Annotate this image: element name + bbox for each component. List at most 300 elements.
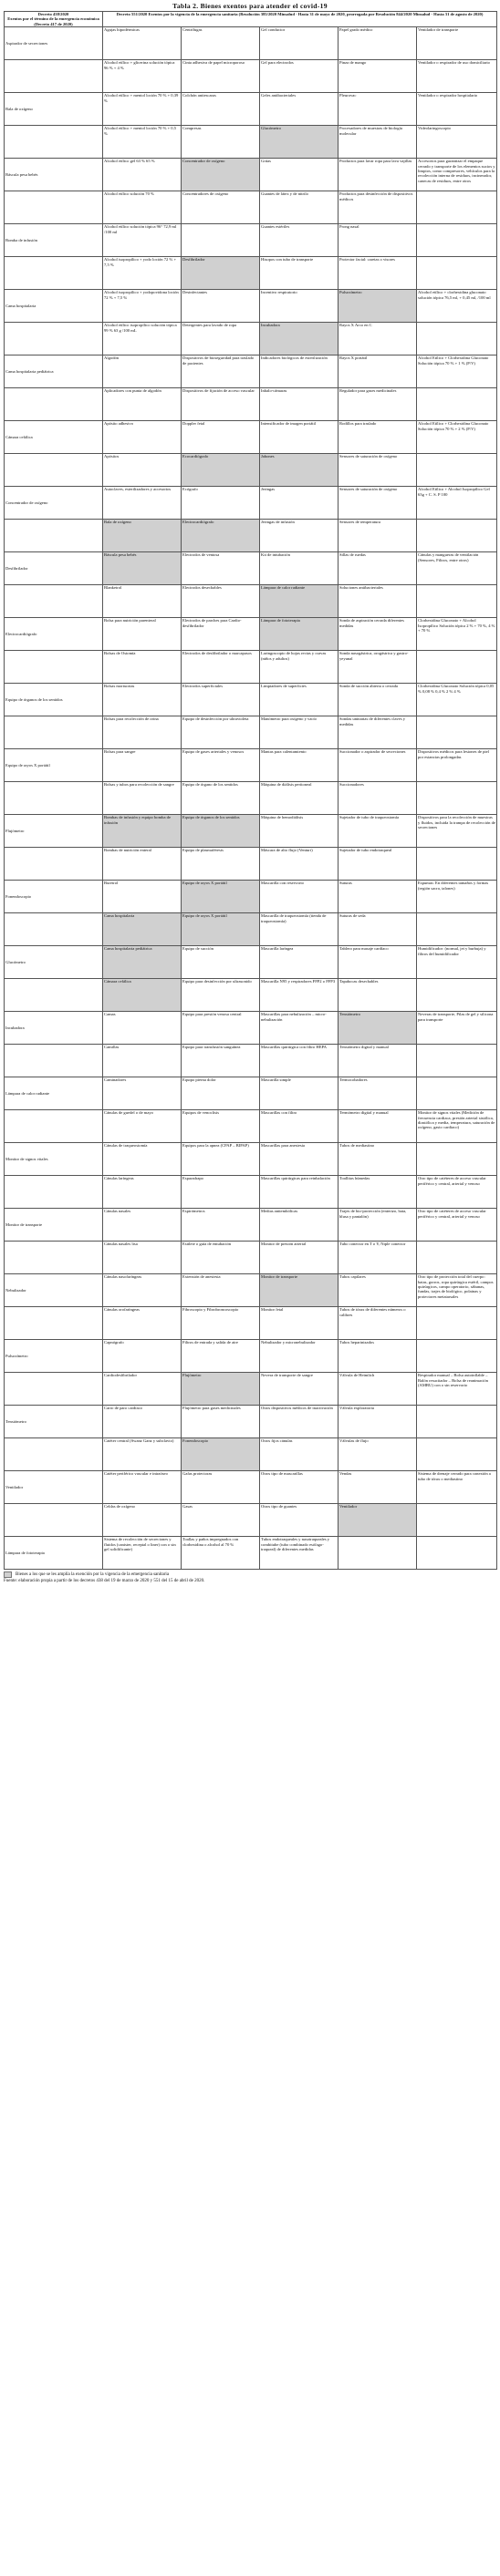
header-decree-551: Decreto 551/2020 Exentos por la vigencia de la emergencia sanitaria (Resolución 385/2020 Minsalud - Hasta 31 de mayo de 2020, prorrogada por Resolución 844/2020 Minsalud - Hasta 31 de agosto de 2020)	[103, 12, 497, 27]
decree-551-item: Bolsa para nutrición parenteral	[103, 618, 182, 651]
decree-551-item: Mascarillas para nebulización – micro-nebulización	[260, 1012, 339, 1045]
decree-551-item: Vendas	[339, 1471, 417, 1504]
decree-551-item: Lámpara de calor radiante	[260, 585, 339, 618]
decree-438-item: Electrocardiógrafo	[5, 618, 103, 651]
decree-551-item: Otro tipo de protección total del cuerpo: batas, gorros, ropa quirúrgica estéril, campos quirúrgicos, campo operatorio, sábanas, fundas, trajes de biológico, polainas y protectores metatarsales	[417, 1274, 497, 1307]
decree-551-item: Lámpara de fototerapia	[260, 618, 339, 651]
decree-551-item: Respirador manual – Bolsa autoinflable – Balón resucitador – Bolsa de reanimación (AMBU) con o sin reservorio	[417, 1373, 497, 1406]
decree-551-item: Equipos de venoclisis	[182, 1110, 260, 1143]
decree-551-item: Guantes estériles	[260, 224, 339, 257]
decree-551-item: Gel conductor	[260, 27, 339, 60]
table-row	[5, 684, 497, 716]
decree-438-item	[5, 388, 103, 421]
decree-438-item: Lámpara de fototerapia	[5, 1537, 103, 1570]
decree-551-item: Electrodos de parches para Cardio-desfibrilador	[182, 618, 260, 651]
decree-551-item: Concentradores de oxígeno	[182, 191, 260, 224]
decree-551-item: Gafas protectoras	[182, 1471, 260, 1504]
decree-551-item: Mantas para calentamiento	[260, 749, 339, 782]
decree-551-item: Equipo de rayos X portátil	[182, 881, 260, 913]
decree-551-item: Tubo conector en T o Y, Niple conector	[339, 1242, 417, 1274]
decree-438-item	[5, 323, 103, 355]
decree-551-item	[417, 257, 497, 290]
decree-551-item: Alcohol etílico + glicerina solución tópica 96 % + 4 %	[103, 60, 182, 93]
decree-438-item	[5, 782, 103, 815]
decree-551-item: Tubos de mediastino	[339, 1143, 417, 1176]
decree-551-item: Productos para desinfección de dispositivos médicos	[339, 191, 417, 224]
decree-551-item: Alcohol etílico gel 63 % 65 %	[103, 159, 182, 191]
decree-551-item: Sistema de drenaje cerrado para conexión a tubo de tórax o mediastino	[417, 1471, 497, 1504]
decree-551-item: Prong nasal	[339, 224, 417, 257]
decree-551-item: Equipo de rayos X portátil	[182, 913, 260, 946]
table-row	[5, 1537, 497, 1570]
decree-551-item	[417, 1438, 497, 1471]
decree-551-item: Toallitas húmedas	[339, 1176, 417, 1209]
decree-551-item: Sillas de ruedas	[339, 552, 417, 585]
decree-551-item: Jeringas	[260, 487, 339, 520]
legend-swatch	[4, 1571, 12, 1578]
decree-551-item: Ecógrafo	[182, 487, 260, 520]
decree-551-item: Kit de intubación	[260, 552, 339, 585]
decree-551-item: Regulador para gases medicinales	[339, 388, 417, 421]
decree-551-item: Medias antiembólicas	[260, 1209, 339, 1242]
decree-551-item: Bolsas para sangre	[103, 749, 182, 782]
decree-551-item: Máquina de hemodiálisis	[260, 815, 339, 848]
table-row	[5, 618, 497, 651]
table-row	[5, 388, 497, 421]
table-row	[5, 651, 497, 684]
decree-551-item: Monitor de signos vitales (Medición de frecuencia cardiaca, presión arterial sistólica, diastólica y media, temperatura, saturación de oxígeno, gasto cardiaco)	[417, 1110, 497, 1143]
decree-551-item: Alcohol etílico isopropílico solución tópica 99 % 63 g /100 mL	[103, 323, 182, 355]
decree-551-item: Jeringas de infusión	[260, 520, 339, 552]
decree-438-item	[5, 1373, 103, 1406]
decree-551-item: Equipo de gases arteriales y venosos	[182, 749, 260, 782]
decree-551-item: Alcohol Etílico + Clorhexidina Gluconato Solución tópica 70 % + 2 % (P/V)	[417, 421, 497, 454]
decree-551-item	[417, 191, 497, 224]
decree-438-item: Tensiómetro	[5, 1406, 103, 1438]
table-row	[5, 454, 497, 487]
decree-551-item: Equipo para desinfección por ultrasonido	[182, 979, 260, 1012]
decree-551-item	[417, 1340, 497, 1373]
table-row	[5, 487, 497, 520]
table-row	[5, 946, 497, 979]
decree-551-item: Cánulas de guedel o de mayo	[103, 1110, 182, 1143]
decree-551-item	[417, 782, 497, 815]
table-row	[5, 1406, 497, 1438]
decree-438-item	[5, 1438, 103, 1471]
table-row	[5, 1274, 497, 1307]
legend-text: Bienes a los que se les amplía la exención por la vigencia de la emergencia sanitaria	[16, 1572, 170, 1578]
decree-551-item: Camillas	[103, 1045, 182, 1077]
decree-551-item: Rayos X portátil	[339, 355, 417, 388]
decree-551-item: Ecocardiógrafo	[182, 454, 260, 487]
decree-551-item: Soluciones antibacteriales	[339, 585, 417, 618]
decree-551-item: Mascarilla de traqueostomía (tienda de traqueostomía)	[260, 913, 339, 946]
decree-438-item: Equipo de órganos de los sentidos	[5, 684, 103, 716]
decree-551-item: Sondas uninarias de diferentes claves y medidas	[339, 716, 417, 749]
table-row	[5, 355, 497, 388]
decree-551-item: Mascarilla N95 y respiradores FFP2 o FFP3	[260, 979, 339, 1012]
table-header-row	[5, 12, 497, 27]
decree-551-item: Electrodos de ventosa	[182, 552, 260, 585]
table-row	[5, 323, 497, 355]
decree-551-item: Suturas de seda	[339, 913, 417, 946]
decree-551-item: Equipo de órgano de los sentidos	[182, 782, 260, 815]
decree-551-item: Electrodos superficiales	[182, 684, 260, 716]
decree-551-item: Equipo para presión venosa central	[182, 1012, 260, 1045]
decree-438-item: Monitor de transporte	[5, 1209, 103, 1242]
decree-551-item: Sujetador de tubo de traqueostomía	[339, 815, 417, 848]
table-row	[5, 159, 497, 191]
decree-551-item: Alcohol etílico + clorhexidina gluconato solución tópica 76,5 ml, + 0,45 ml, /100 ml	[417, 290, 497, 323]
decree-551-item	[417, 716, 497, 749]
decree-551-item: Manómetro para oxígeno y vacío	[260, 716, 339, 749]
table-row	[5, 1471, 497, 1504]
decree-551-item: Dispositivos de fijación de acceso vascular	[182, 388, 260, 421]
decree-551-item: Clorhexidina Gluconato + Alcohol Isopropílico Solución tópica 2 % + 70 %, 4 % + 70 %	[417, 618, 497, 651]
decree-551-item: Cánulas y mangueras de ventilación (Sensores, Filtros, entre otros)	[417, 552, 497, 585]
decree-551-item	[417, 651, 497, 684]
table-row	[5, 782, 497, 815]
decree-551-item: Indicadores biológicos de esterilización	[260, 355, 339, 388]
decree-551-item: Procesadores de muestras de biología molecular	[339, 126, 417, 159]
decree-438-item	[5, 1045, 103, 1077]
decree-551-item: Tablero para masaje cardíaco	[339, 946, 417, 979]
decree-551-item: Otros tipo de mascarillas	[260, 1471, 339, 1504]
table-row	[5, 585, 497, 618]
decree-438-item	[5, 1242, 103, 1274]
decree-551-item	[417, 1307, 497, 1340]
decree-551-item: Incubadora	[260, 323, 339, 355]
table-row	[5, 848, 497, 881]
decree-551-item: Rayos X Arco en C	[339, 323, 417, 355]
table-row	[5, 716, 497, 749]
decree-551-item: Toallas y paños impregnados con clorhexidina o alcohol al 70 %	[182, 1537, 260, 1570]
table-row	[5, 815, 497, 848]
decree-551-item: Bombas de infusión y equipo bomba de infusión	[103, 815, 182, 848]
decree-551-item: Pulsoxímetro	[339, 290, 417, 323]
decree-438-item	[5, 257, 103, 290]
decree-551-item: Alcohol etílico solución 70 %	[103, 191, 182, 224]
decree-551-item: Hisopos con tubo de transporte	[260, 257, 339, 290]
decree-438-item	[5, 454, 103, 487]
decree-551-item: Mascarilla simple	[260, 1077, 339, 1110]
decree-438-item	[5, 979, 103, 1012]
table-row	[5, 1012, 497, 1045]
decree-551-item	[417, 454, 497, 487]
decree-438-item: Pulsoxímetro	[5, 1340, 103, 1373]
decree-551-item: Fonendoscopio	[182, 1438, 260, 1471]
decree-551-item: Papel grado médico	[339, 27, 417, 60]
decree-551-item: Alcohol etílico + mentol loción 70 % + 0,5 %	[103, 126, 182, 159]
decree-551-item: Algodón	[103, 355, 182, 388]
table-row	[5, 257, 497, 290]
decree-551-item: Mascarillas quirúrgicas para reinhalación	[260, 1176, 339, 1209]
decree-551-item	[339, 1537, 417, 1570]
decree-551-item: Gel para electrodos	[260, 60, 339, 93]
decree-551-item: Geles antibacteriales	[260, 93, 339, 126]
table-row	[5, 552, 497, 585]
decree-551-item	[417, 979, 497, 1012]
decree-551-item: Suturas	[339, 881, 417, 913]
decree-551-item: Tapabocas desechables	[339, 979, 417, 1012]
decree-551-item	[417, 848, 497, 881]
decree-551-item: Laringoscopio de hojas rectas y curvas (niños y adultos)	[260, 651, 339, 684]
table-row	[5, 60, 497, 93]
decree-551-item: Camas	[103, 1012, 182, 1045]
table-title: Tabla 2. Bienes exentos para atender el covid-19	[172, 2, 328, 10]
decree-551-item: Espirómetros	[182, 1209, 260, 1242]
decree-551-item: Electrodos de desfibrilador o marcapasos	[182, 651, 260, 684]
decree-438-item	[5, 520, 103, 552]
decree-551-item: Fibroscopio y Fibrobroncoscopio	[182, 1307, 260, 1340]
decree-551-item: Concentrador de oxígeno	[182, 159, 260, 191]
decree-551-item: Dispositivos de bioseguridad para traslado de pacientes	[182, 355, 260, 388]
decree-551-item: Rodillos para traslado	[339, 421, 417, 454]
decree-551-item: Apósitos	[103, 454, 182, 487]
decree-551-item: Cámara cefálica	[103, 979, 182, 1012]
decree-551-item: Equipo de succión	[182, 946, 260, 979]
decree-551-item: Ventilador de transporte	[417, 27, 497, 60]
decree-551-item: Tubos capilares	[339, 1274, 417, 1307]
decree-551-item	[417, 1504, 497, 1537]
decree-551-item: Sensores de saturación de oxígeno	[339, 487, 417, 520]
decree-551-item: Productos para lavar ropa para lava vajillas	[339, 159, 417, 191]
table-row	[5, 1307, 497, 1340]
table-page	[4, 0, 496, 1583]
decree-438-item: Incubadora	[5, 1012, 103, 1045]
decree-551-item: Succionadores	[339, 782, 417, 815]
decree-551-item	[417, 913, 497, 946]
decree-551-item: Bombas de nutrición enteral	[103, 848, 182, 881]
header-decree-438: Decreto 438/2020 Exentos por el término de la emergencia económica (Decreto 417 de 2020)	[5, 12, 103, 27]
decree-551-item: Cinta adhesiva de papel microporoso	[182, 60, 260, 93]
decree-438-item	[5, 848, 103, 881]
decree-551-item: Sistema de recolección de secreciones y fluidos (canister, receptal o liner) con o sin gel solidificante)	[103, 1537, 182, 1570]
exempt-goods-table	[4, 11, 497, 1570]
legend	[4, 1571, 496, 1578]
decree-438-item	[5, 1110, 103, 1143]
decree-438-item: Monitor de signos vitales	[5, 1143, 103, 1176]
decree-438-item	[5, 191, 103, 224]
decree-438-item	[5, 585, 103, 618]
decree-551-item: Agujas hipodérmicas	[103, 27, 182, 60]
decree-551-item: Humidificador: (normal, jet y burbuja) y filtros del humidificador	[417, 946, 497, 979]
decree-551-item: Cánulas nasales	[103, 1209, 182, 1242]
decree-551-item: Electrocardiógrafo	[182, 520, 260, 552]
decree-551-item	[417, 1537, 497, 1570]
decree-438-item	[5, 126, 103, 159]
decree-551-item: Glucómetro	[260, 126, 339, 159]
decree-551-item: Tubos de tórax de diferentes números o calibres	[339, 1307, 417, 1340]
table-row	[5, 1077, 497, 1110]
decree-551-item: Cánulas orofaríngeas	[103, 1307, 182, 1340]
decree-551-item: Alcohol Etílico + Alcohol Isopropílico Gel 63g + C. S. P 100	[417, 487, 497, 520]
decree-551-item: Alcohol etílico solución tópica 96° 72,9 ml /100 ml	[103, 224, 182, 257]
decree-551-item: Tensiómetro digital y manual	[339, 1045, 417, 1077]
decree-551-item: Bala de oxígeno	[103, 520, 182, 552]
decree-438-item: Báscula pesa bebés	[5, 159, 103, 191]
decree-551-item: Mascarilla laríngea	[260, 946, 339, 979]
table-row	[5, 224, 497, 257]
decree-551-item: Catéter periférico vascular e intraóseo	[103, 1471, 182, 1504]
decree-551-item	[417, 1406, 497, 1438]
decree-551-item: Jabones	[260, 454, 339, 487]
decree-438-item: Cama hospitalaria pediátrica	[5, 355, 103, 388]
table-row	[5, 1045, 497, 1077]
table-row	[5, 520, 497, 552]
decree-551-item: Esparadrapo	[182, 1176, 260, 1209]
decree-551-item	[417, 1242, 497, 1274]
decree-438-item: Flujómetro	[5, 815, 103, 848]
decree-551-item: Alcohol Etílico + Clorhexidina Gluconato Solución tópica 70 % + 1 % (P/V)	[417, 355, 497, 388]
decree-551-item: Máscara de alto flujo (Venturi)	[260, 848, 339, 881]
decree-551-item: Monitor de presión arterial	[260, 1242, 339, 1274]
decree-551-item: Pinza de mango	[339, 60, 417, 93]
decree-551-item: Apósito adhesivo	[103, 421, 182, 454]
decree-551-item: Sensores de temperatura	[339, 520, 417, 552]
decree-551-item: Válvulas de flujo	[339, 1438, 417, 1471]
decree-551-item: Otros fijos cánulas	[260, 1438, 339, 1471]
decree-551-item: Cama hospitalaria	[103, 913, 182, 946]
decree-551-item: Inhalo-cámaras	[260, 388, 339, 421]
decree-438-item: Lámpara de calor radiante	[5, 1077, 103, 1110]
decree-551-item: Colchón antiescaras	[182, 93, 260, 126]
table-row	[5, 913, 497, 946]
decree-438-item: Bala de oxígeno	[5, 93, 103, 126]
table-row	[5, 27, 497, 60]
decree-551-item: Bolsas para recolección de orina	[103, 716, 182, 749]
decree-551-item: Otros tipo de guantes	[260, 1504, 339, 1537]
decree-551-item: Clorhexidina Gluconato Solución tópica 0,05 % 0,08 % 0,4 % 2 % 4 %	[417, 684, 497, 716]
decree-551-item: Trajes de bio-protección (enterizo, bata, blusa y pantalón)	[339, 1209, 417, 1242]
decree-551-item: Bolsas y tubos para recolección de sangre	[103, 782, 182, 815]
decree-551-item: Mascarilla con reservorio	[260, 881, 339, 913]
table-row	[5, 749, 497, 782]
decree-551-item: Extensión de anestesia	[182, 1274, 260, 1307]
table-row	[5, 1242, 497, 1274]
table-row	[5, 1504, 497, 1537]
decree-551-item: Accesorios para garantizar el empaque cerrado y transporte de los elementos sucios y limpios, como compresores, vehículos para la recolección interna de residuos, incinerador, canecas de residuos, entre otros	[417, 159, 497, 191]
decree-551-item: Cánulas de traqueostomía	[103, 1143, 182, 1176]
decree-438-item: Desfibrilador	[5, 552, 103, 585]
decree-551-item	[417, 520, 497, 552]
decree-438-item: Bomba de infusión	[5, 224, 103, 257]
decree-438-item: Fonendoscopio	[5, 881, 103, 913]
decree-438-item: Ventilador	[5, 1471, 103, 1504]
decree-551-item: Desinfectantes	[182, 290, 260, 323]
decree-551-item: Limpiadores de superficies	[260, 684, 339, 716]
decree-551-item: Nebulizador y micronebulizador	[260, 1340, 339, 1373]
decree-551-item: Capnógrafo	[103, 1340, 182, 1373]
decree-551-item: Dispositivos médicos para lesiones de piel por estancias prolongadas	[417, 749, 497, 782]
decree-551-item: Guantes de látex y de nitrilo	[260, 191, 339, 224]
table-row	[5, 1176, 497, 1209]
decree-551-item: Desfibrilador	[182, 257, 260, 290]
decree-438-item: Concentrador de oxígeno	[5, 487, 103, 520]
decree-551-item: Autoclaves, esterilizadores y accesorios	[103, 487, 182, 520]
decree-551-item: Mascarillas con filtro	[260, 1110, 339, 1143]
decree-551-item: Ventilador	[339, 1504, 417, 1537]
decree-551-item: Ventilador o respirador de uso domiciliario	[417, 60, 497, 93]
decree-551-item: Incentivo respiratorio	[260, 290, 339, 323]
decree-551-item: Equipo de desinfección por ultravioleta	[182, 716, 260, 749]
decree-551-item: Máquina de diálisis peritoneal	[260, 782, 339, 815]
decree-551-item: Equipo para transfusión sanguínea	[182, 1045, 260, 1077]
decree-551-item: Tensiómetro	[339, 1012, 417, 1045]
decree-551-item	[417, 388, 497, 421]
decree-551-item: Bolsas de Ostomía	[103, 651, 182, 684]
table-body	[5, 27, 497, 1570]
table-row	[5, 421, 497, 454]
decree-438-item	[5, 651, 103, 684]
table-row	[5, 1340, 497, 1373]
table-row	[5, 881, 497, 913]
decree-438-item: Nebulizador	[5, 1274, 103, 1307]
decree-551-item	[417, 323, 497, 355]
decree-551-item: Cánulas nasales lisa	[103, 1242, 182, 1274]
decree-551-item	[417, 224, 497, 257]
decree-551-item: Ventilador o respirador hospitalario	[417, 93, 497, 126]
decree-551-item: Gasas	[182, 1504, 260, 1537]
decree-551-item: Sonda de aspiración cerrada diferentes medidas	[339, 618, 417, 651]
decree-551-item: Grúas	[260, 159, 339, 191]
decree-551-item: Dispositivos para la recolección de muestras y fluidos, incluida la trampa de recolección de secreciones	[417, 815, 497, 848]
table-row	[5, 93, 497, 126]
decree-438-item	[5, 1504, 103, 1537]
decree-551-item: Neveras de transporte, Pilas de gel y silicona para transporte	[417, 1012, 497, 1045]
decree-551-item: Flujómetro para gases medicinales	[182, 1406, 260, 1438]
decree-551-item: Compresas	[182, 126, 260, 159]
table-row	[5, 126, 497, 159]
decree-551-item: Centrífugas	[182, 27, 260, 60]
decree-551-item: Mascarillas quirúrgica con filtro HEPA	[260, 1045, 339, 1077]
decree-551-item: Sonda nasogástrica, orogástrica y gastro-yeyunal	[339, 651, 417, 684]
decree-551-item	[417, 1045, 497, 1077]
decree-551-item: Válvula exploratoria	[339, 1406, 417, 1438]
decree-551-item: Alcohol isopropílico + yodopovidona loción 72 % + 7,5 %	[103, 290, 182, 323]
decree-551-item: Flujómetro	[182, 1373, 260, 1406]
decree-551-item: Otro tipo de catéteres de acceso vascular periférico y central, arterial y venoso	[417, 1176, 497, 1209]
decree-551-item	[417, 1077, 497, 1110]
table-row	[5, 1438, 497, 1471]
decree-551-item: Otro tipo de catéteres de acceso vascular periférico y central, arterial y venoso	[417, 1209, 497, 1242]
decree-438-item: Aspirador de secreciones	[5, 27, 103, 60]
table-row	[5, 1373, 497, 1406]
decree-551-item: Mascarillas para anestesia	[260, 1143, 339, 1176]
decree-438-item	[5, 60, 103, 93]
decree-551-item: Espumas: En diferentes tamaños y formas (región sacra, talones)	[417, 881, 497, 913]
table-row	[5, 290, 497, 323]
decree-438-item: Equipo de rayos X portátil	[5, 749, 103, 782]
decree-438-item	[5, 913, 103, 946]
decree-551-item: Equipos para la apnea (CPAP – BIPAP)	[182, 1143, 260, 1176]
table-row	[5, 1110, 497, 1143]
decree-551-item: Catéter central (Swanz Ganz y subclavio)	[103, 1438, 182, 1471]
table-row	[5, 1209, 497, 1242]
decree-438-item: Glucómetro	[5, 946, 103, 979]
decree-551-item: Protector facial: caretas o visores	[339, 257, 417, 290]
table-row	[5, 191, 497, 224]
decree-551-item: Estilete o guía de entubación	[182, 1242, 260, 1274]
decree-551-item: Termómetro digital y manual	[339, 1110, 417, 1143]
decree-551-item: Carro de paro cardíaco	[103, 1406, 182, 1438]
decree-551-item	[417, 585, 497, 618]
decree-551-item: Tubos heparinizados	[339, 1340, 417, 1373]
decree-551-item: Succionador o aspirador de secreciones	[339, 749, 417, 782]
decree-551-item	[417, 1143, 497, 1176]
decree-551-item: Bolsas mortuorias	[103, 684, 182, 716]
decree-438-item	[5, 1307, 103, 1340]
